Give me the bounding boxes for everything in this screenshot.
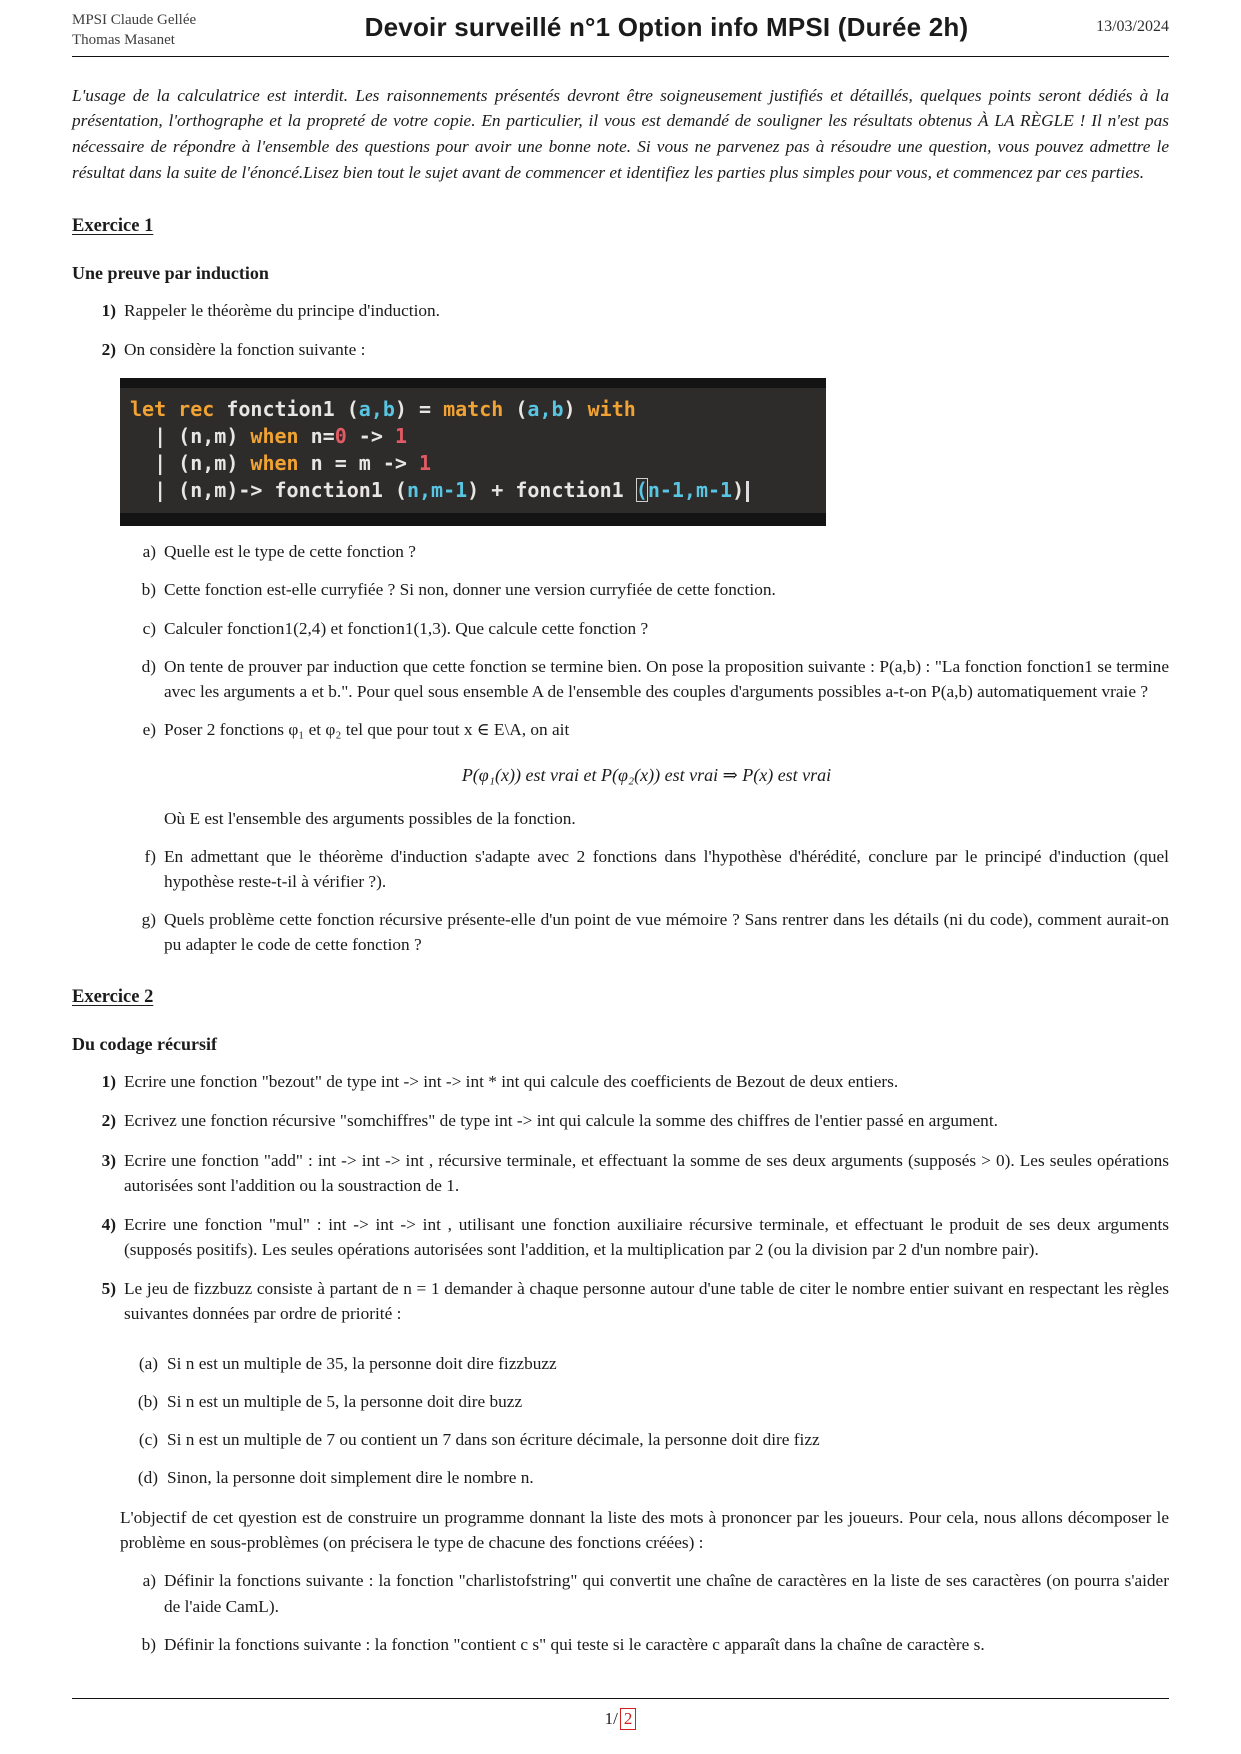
- list-item: [72, 1148, 1169, 1198]
- code-token: a,b: [358, 397, 395, 422]
- item-text: Calculer fonction1(2,4) et fonction1(1,3). Que calcule cette fonction ?: [164, 618, 649, 638]
- fizzbuzz-rule-d: [72, 1465, 1169, 1490]
- subquestion-e: [72, 717, 1169, 831]
- item-text: Si n est un multiple de 35, la personne doit dire fizzbuzz: [167, 1353, 557, 1373]
- subquestion-a: [72, 539, 1169, 564]
- item-letter: c): [142, 618, 156, 638]
- item-text: Définir la fonctions suivante : la fonction "contient c s" qui teste si le caractère c apparaît dans la chaîne de caractère s.: [164, 1634, 985, 1654]
- code-line: [130, 477, 816, 504]
- item-text: Sinon, la personne doit simplement dire le nombre n.: [167, 1468, 534, 1488]
- subquestion-e-text: Poser 2 fonctions φ₁ et φ₂ tel que pour tout x ∈ E\A, on ait: [164, 719, 570, 739]
- subquestion-c: [72, 616, 1169, 641]
- induction-formula: P(φ₁(x)) est vrai et P(φ₂(x)) est vrai ⇒ P(x) est vrai: [461, 764, 832, 785]
- code-token: (: [394, 478, 407, 503]
- code-token: fonction1: [214, 397, 347, 422]
- code-line: [130, 450, 816, 477]
- code-token: when: [250, 424, 299, 449]
- page-number: [72, 1708, 1169, 1730]
- item-number: 5): [101, 1278, 116, 1298]
- code-token: (: [503, 397, 528, 422]
- item-text: Ecrire une fonction "bezout" de type int -> int -> int * int qui calcule des coefficients de Bezout de deux entiers.: [124, 1072, 899, 1092]
- item-text: [164, 717, 1169, 831]
- subquestion-a: [72, 1568, 1169, 1618]
- code-token: n,m-1: [406, 478, 468, 503]
- list-item: [72, 337, 1169, 362]
- code-token: | (n,m): [130, 451, 251, 476]
- exercise1-subheading: Une preuve par induction: [72, 263, 269, 284]
- page-footer: [72, 1698, 1169, 1730]
- item-text: Définir la fonctions suivante : la fonction "charlistofstring" qui convertit une chaîne de caractères en la liste de ses caractères (on pourra s'aider de l'aide CamL).: [164, 1571, 1169, 1616]
- code-token: ): [563, 397, 588, 422]
- fizzbuzz-rule-b: [72, 1389, 1169, 1414]
- fizzbuzz-rule-a: [72, 1351, 1169, 1376]
- affiliation-line-1: MPSI Claude Gellée: [72, 12, 197, 28]
- code-token: n = m ->: [298, 451, 420, 476]
- code-token: ): [394, 397, 407, 422]
- item-text: Si n est un multiple de 7 ou contient un 7 dans son écriture décimale, la personne doit dire fizz: [167, 1430, 820, 1450]
- subquestion-b: [72, 577, 1169, 602]
- item-text: En admettant que le théorème d'induction s'adapte avec 2 fonctions dans l'hypothèse d'hérédité, conclure par le principé d'induction (quel hypothèse reste-t-il à vérifier ?).: [164, 847, 1169, 892]
- objective-paragraph: L'objectif de cet qyestion est de construire un programme donnant la liste des mots à prononcer par les joueurs. Pour cela, nous allons décomposer le problème en sous-problèmes (on précisera le type de chacune des fonctions créées) :: [120, 1508, 1169, 1553]
- item-text: Quels problème cette fonction récursive présente-elle d'un point de vue mémoire ? Sans rentrer dans les détails (ni du code), comment aurait-on pu adapter le code de cette fonction ?: [164, 910, 1169, 955]
- item-number: 1): [101, 301, 116, 321]
- code-token: a,b: [527, 397, 564, 422]
- item-number: 2): [101, 1111, 116, 1131]
- item-text: Ecrivez une fonction récursive "somchiffres" de type int -> int qui calcule la somme des chiffres de l'entier passé en argument.: [124, 1111, 998, 1131]
- page-separator: /: [613, 1709, 618, 1729]
- list-item: [72, 1069, 1169, 1094]
- code-window: [120, 378, 826, 526]
- item-text: Le jeu de fizzbuzz consiste à partant de n = 1 demander à chaque personne autour d'une table de citer le nombre entier suivant en respectant les règles suivantes données par ordre de priorité :: [124, 1278, 1169, 1323]
- code-window-bottom-bar: [120, 513, 826, 526]
- code-token: 1: [394, 424, 407, 449]
- page-title: Devoir surveillé n°1 Option info MPSI (Durée 2h): [364, 12, 969, 42]
- list-item: [72, 1108, 1169, 1133]
- item-letter: e): [142, 719, 156, 739]
- code-token: | (n,m)-> fonction1: [130, 478, 395, 503]
- code-token: (: [635, 478, 648, 503]
- code-token: ): [732, 478, 745, 503]
- current-page: 1: [604, 1709, 614, 1729]
- spacer: [72, 1326, 1169, 1338]
- code-token: match: [443, 397, 504, 422]
- formula-followup: Où E est l'ensemble des arguments possibles de la fonction.: [164, 808, 576, 828]
- list-item: [72, 298, 1169, 323]
- code-line: [130, 396, 816, 423]
- item-text: On tente de prouver par induction que cette fonction se termine bien. On pose la proposition suivante : P(a,b) : "La fonction fonction1 se termine avec les arguments a et b.". Pour quel sous ensemble A de l'ensemble des couples d'arguments possibles a-t-on P(a,b) automatiquement vraie ?: [164, 656, 1169, 701]
- text-cursor: [746, 481, 749, 502]
- code-lines: [120, 388, 826, 513]
- affiliation-line-2: Thomas Masanet: [72, 32, 175, 49]
- item-text: Si n est un multiple de 5, la personne doit dire buzz: [167, 1392, 523, 1412]
- item-letter: b): [141, 580, 156, 600]
- item-letter: a): [142, 542, 156, 562]
- item-letter: (b): [137, 1392, 158, 1412]
- code-window-top-bar: [120, 378, 826, 388]
- code-token: + fonction1: [479, 478, 636, 503]
- document-header: [72, 10, 1169, 51]
- subquestion-f: [72, 844, 1169, 894]
- item-text: Ecrire une fonction "mul" : int -> int -> int , utilisant une fonction auxiliaire récursive terminale, et effectuant le produit de ses deux arguments (supposés positifs). Les seules opérations autorisées sont l'addition, et la multiplication par 2 (ou la division par 2 d'un nombre pair).: [124, 1214, 1169, 1259]
- exercise1-heading: [72, 216, 1169, 237]
- code-token: (: [346, 397, 359, 422]
- code-token: let rec: [130, 397, 215, 422]
- subquestion-b: [72, 1632, 1169, 1657]
- code-token: with: [587, 397, 636, 422]
- item-text: Rappeler le théorème du principe d'induction.: [124, 301, 440, 321]
- list-item: [72, 1212, 1169, 1262]
- item-letter: g): [141, 910, 156, 930]
- fizzbuzz-rule-c: [72, 1427, 1169, 1452]
- subquestion-g: [72, 907, 1169, 957]
- exercise2-heading-text: Exercice 2: [72, 987, 154, 1008]
- item-text: On considère la fonction suivante :: [124, 340, 366, 360]
- exercise2-heading: [72, 987, 1169, 1008]
- item-number: 4): [101, 1214, 116, 1234]
- item-number: 1): [101, 1072, 116, 1092]
- header-date: 13/03/2024: [1096, 18, 1169, 35]
- header-rule: [72, 56, 1169, 57]
- item-number: 3): [101, 1150, 116, 1170]
- item-letter: (c): [138, 1430, 158, 1450]
- item-letter: f): [144, 847, 156, 867]
- code-token: n-1,m-1: [647, 478, 733, 503]
- footer-rule: [72, 1698, 1169, 1699]
- item-text: Quelle est le type de cette fonction ?: [164, 542, 416, 562]
- exercise1-heading-text: Exercice 1: [72, 216, 154, 237]
- exercise2-subheading: Du codage récursif: [72, 1034, 217, 1055]
- code-token: n=: [298, 424, 335, 449]
- code-token: | (n,m): [130, 424, 251, 449]
- code-line: [130, 423, 816, 450]
- code-token: =: [406, 397, 444, 422]
- list-item: [72, 1276, 1169, 1326]
- item-letter: a): [142, 1571, 156, 1591]
- item-letter: (a): [138, 1353, 158, 1373]
- item-text: Ecrire une fonction "add" : int -> int -> int , récursive terminale, et effectuant la somme de ses deux arguments (supposés > 0). Les seules opérations autorisées sont l'addition ou la soustraction de 1.: [124, 1150, 1169, 1195]
- code-token: ->: [346, 424, 395, 449]
- subquestion-d: [72, 654, 1169, 704]
- item-text: Cette fonction est-elle curryfiée ? Si non, donner une version curryfiée de cette fonction.: [164, 580, 776, 600]
- code-token: ): [467, 478, 480, 503]
- item-letter: (d): [137, 1468, 158, 1488]
- item-number: 2): [101, 340, 116, 360]
- code-token: 1: [419, 451, 432, 476]
- total-pages-link[interactable]: 2: [620, 1708, 637, 1730]
- affiliation-block: [72, 10, 282, 51]
- item-letter: b): [141, 1634, 156, 1654]
- code-token: when: [250, 451, 299, 476]
- item-letter: d): [141, 656, 156, 676]
- code-token: 0: [334, 424, 347, 449]
- instructions-paragraph: L'usage de la calculatrice est interdit. Les raisonnements présentés devront être soigneusement justifiés et détaillés, quelques points seront dédiés à la présentation, l'orthographe et la propreté de votre copie. En particulier, il vous est demandé de souligner les résultats obtenus À LA RÈGLE ! Il n'est pas nécessaire de répondre à l'ensemble des questions pour avoir une bonne note. Si vous ne parvenez pas à résoudre une question, vous pouvez admettre le résultat dans la suite de l'énoncé.Lisez bien tout le sujet avant de commencer et identifiez les parties plus simples pour vous, et commencez par ces parties.: [72, 85, 1169, 183]
